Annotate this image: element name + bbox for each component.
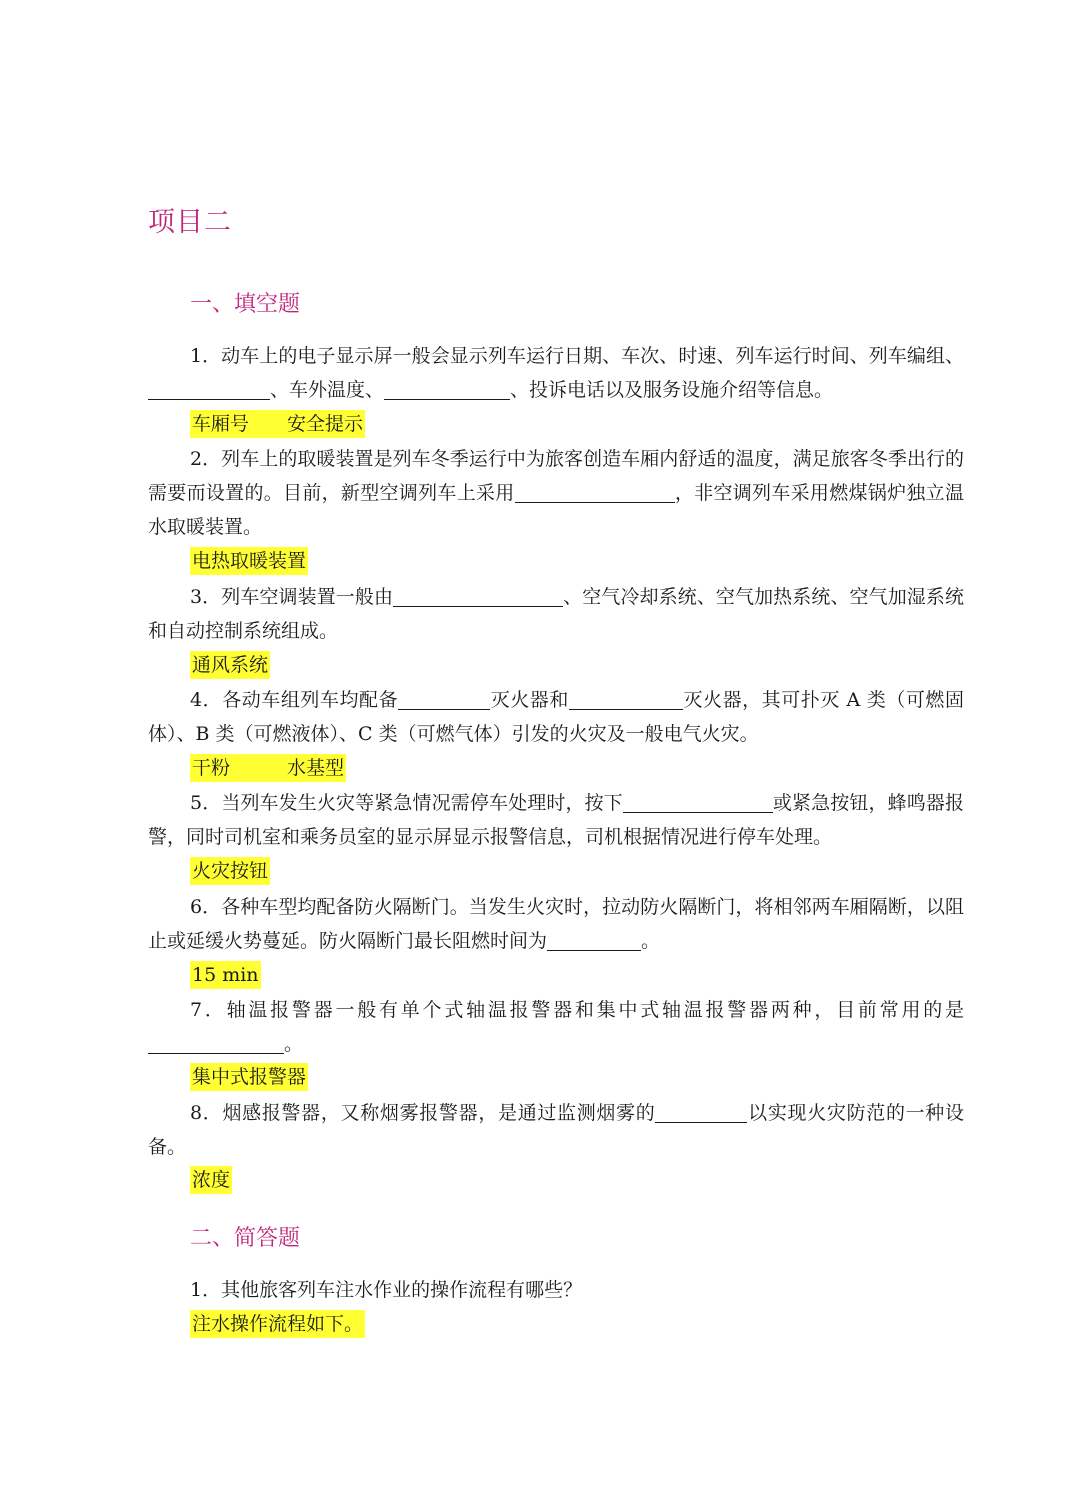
section-heading-fill-blank: 一、填空题 xyxy=(190,292,301,317)
question-6: 6．各种车型均配备防火隔断门。当发生火灾时，拉动防火隔断门，将相邻两车厢隔断，以阻止或延缓火势蔓延。防火隔断门最长阻燃时间为 。 xyxy=(148,896,964,952)
answer-5: 火灾按钮 xyxy=(190,857,270,885)
answer-blank xyxy=(547,928,641,951)
answer-blank xyxy=(384,377,510,400)
answer-8: 浓度 xyxy=(190,1166,232,1194)
answer-2: 电热取暖装置 xyxy=(190,547,308,575)
answer-blank xyxy=(398,687,490,710)
answer-4: 干粉 水基型 xyxy=(190,754,346,782)
answer-7: 集中式报警器 xyxy=(190,1063,308,1091)
question-7: 7．轴温报警器一般有单个式轴温报警器和集中式轴温报警器两种，目前常用的是。 xyxy=(148,993,964,1061)
answer-blank xyxy=(148,1031,284,1054)
question-4: 4．各动车组列车均配备 灭火器和 灭火器，其可扑灭 A 类（可燃固体）、B 类（可燃液体）、C 类（可燃气体）引发的火灾及一般电气火灾。 xyxy=(148,689,964,745)
answer-blank xyxy=(655,1100,747,1123)
question-8: 8．烟感报警器，又称烟雾报警器，是通过监测烟雾的 以实现火灾防范的一种设备。 xyxy=(148,1102,964,1158)
question-1: 1．动车上的电子显示屏一般会显示列车运行日期、车次、时速、列车运行时间、列车编组、、车外温度、 、投诉电话以及服务设施介绍等信息。 xyxy=(148,339,964,407)
question-3: 3．列车空调装置一般由 、空气冷却系统、空气加热系统、空气加湿系统和自动控制系统组成。 xyxy=(148,586,964,642)
question-5: 5．当列车发生火灾等紧急情况需停车处理时，按下 或紧急按钮，蜂鸣器报警，同时司机室和乘务员室的显示屏显示报警信息，司机根据情况进行停车处理。 xyxy=(148,792,964,848)
short-answer-question-1: 1．其他旅客列车注水作业的操作流程有哪些？ xyxy=(190,1279,583,1301)
answer-blank xyxy=(393,584,563,607)
answer-blank xyxy=(148,377,270,400)
question-2: 2．列车上的取暖装置是列车冬季运行中为旅客创造车厢内舒适的温度，满足旅客冬季出行的需要而设置的。目前，新型空调列车上采用 ，非空调列车采用燃煤锅炉独立温水取暖装置。 xyxy=(148,448,964,538)
answer-6: 15 min xyxy=(190,961,261,989)
answer-blank xyxy=(515,480,675,503)
answer-3: 通风系统 xyxy=(190,651,270,679)
answer-1: 车厢号 安全提示 xyxy=(190,410,365,438)
answer-blank xyxy=(569,687,683,710)
short-answer-1: 注水操作流程如下。 xyxy=(190,1310,365,1338)
page-title: 项目二 xyxy=(148,207,232,238)
answer-blank xyxy=(623,790,773,813)
section-heading-short-answer: 二、简答题 xyxy=(190,1226,301,1251)
